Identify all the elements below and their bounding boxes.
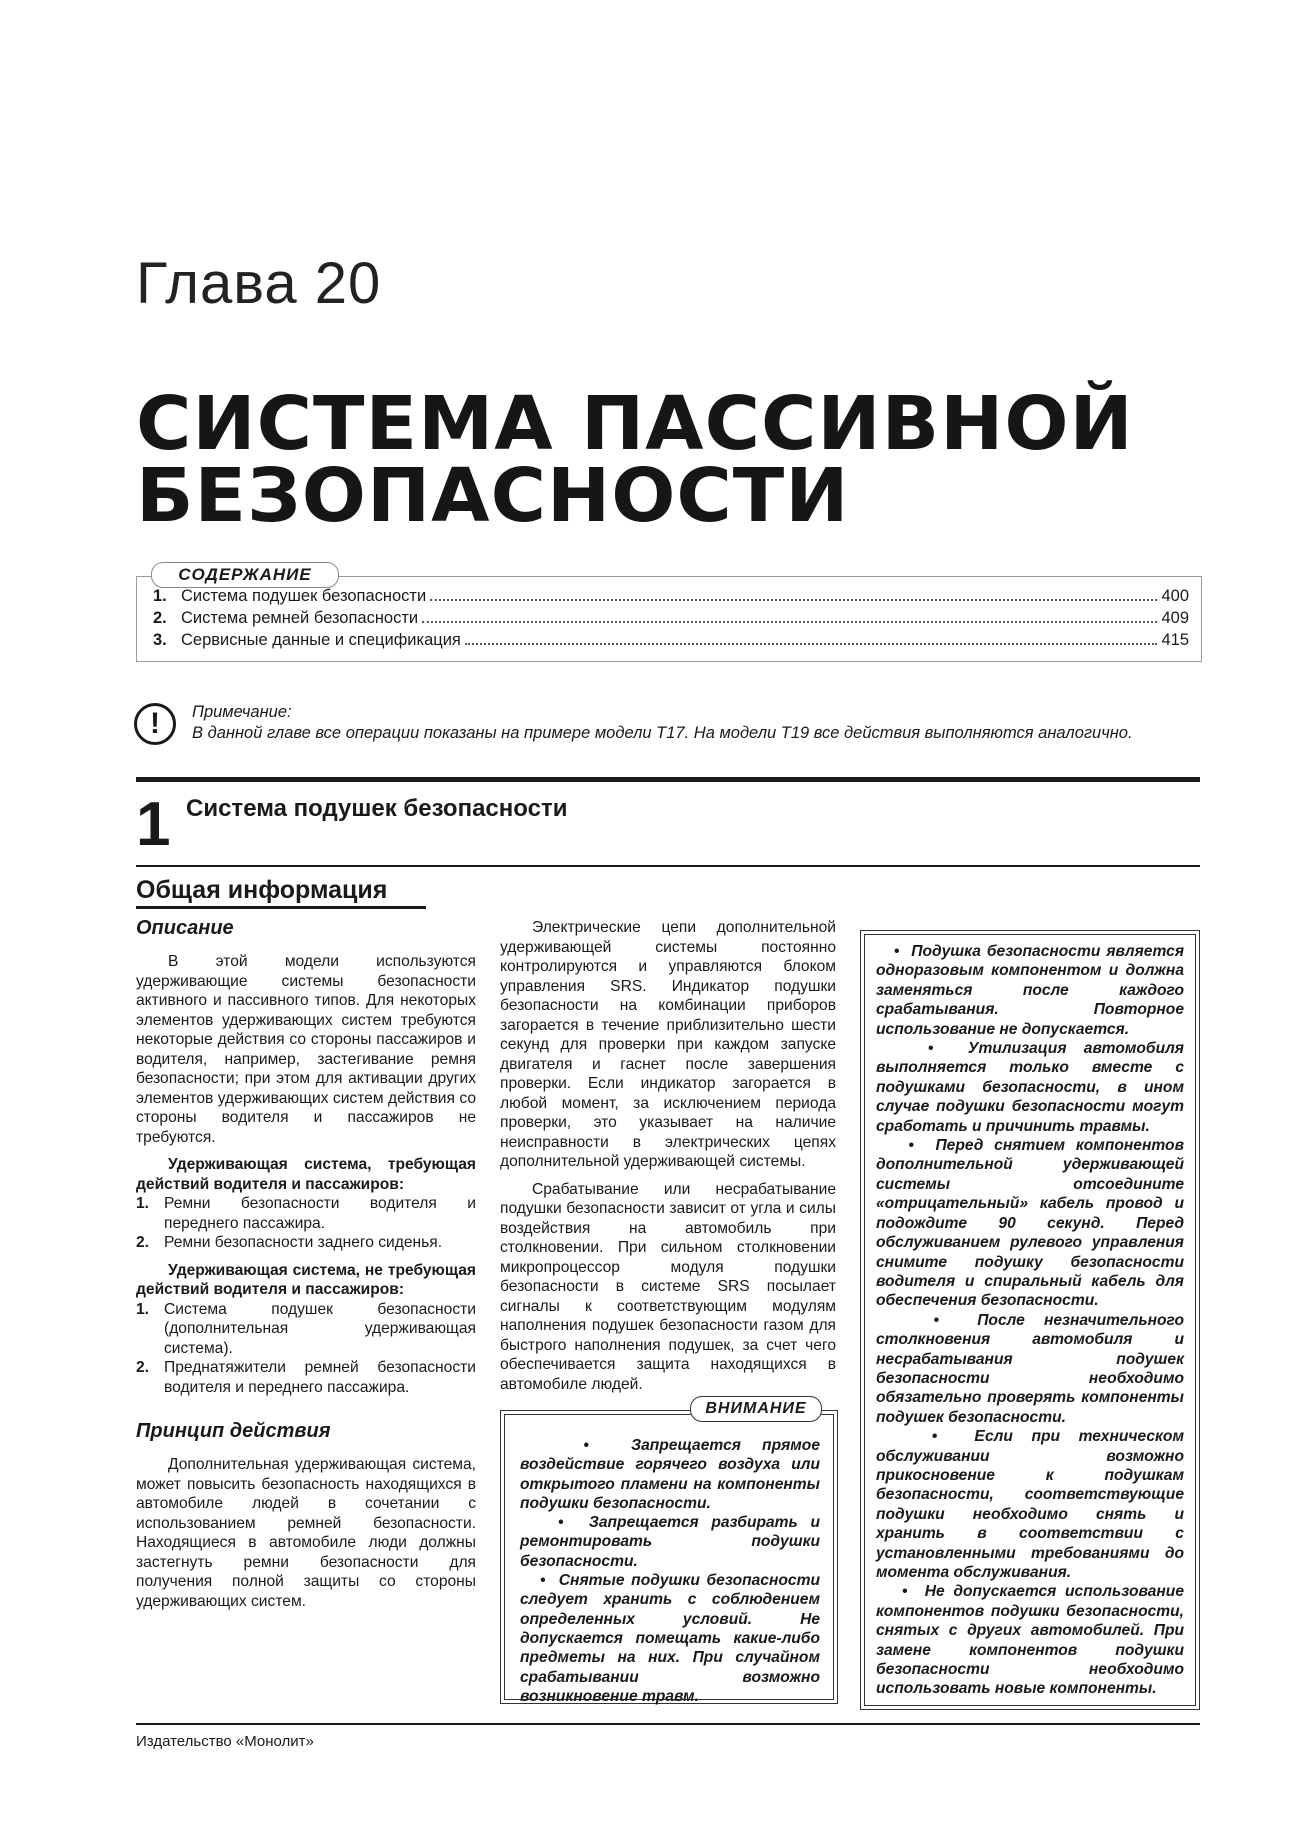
section-number: 1 [136,790,171,859]
main-title-line-1: СИСТЕМА ПАССИВНОЙ [136,381,1134,467]
main-title-line-2: БЕЗОПАСНОСТИ [136,453,850,539]
section-divider [136,777,1200,782]
toc-leader-dots [465,629,1158,645]
caution-item: • Утилизация автомобиля выполняется только вместе с подушками безопасности, в ином случае подушки безопасности могут сработать и причинить травмы. [876,1040,1184,1135]
section-title: Система подушек безопасности [186,795,568,822]
chapter-label: Глава 20 [136,251,382,316]
note-text: В данной главе все операции показаны на примере модели T17. На модели T19 все действия выполняются аналогично. [192,724,1133,742]
general-info-heading: Общая информация [136,876,388,904]
list-number: 1. [136,1195,150,1212]
list-number: 1. [136,1300,150,1318]
toc-item-number: 3. [153,631,167,649]
description-heading: Описание [136,917,234,939]
warning-item: • Запрещается прямое воздействие горячего воздуха или открытого пламени на компоненты подушки безопасности. [520,1437,821,1512]
table-of-contents [136,565,1202,662]
publisher-footer: Издательство «Монолит» [136,1733,314,1750]
caution-text [876,942,1184,1699]
list-text: Преднатяжители ремней безопасности водителя и переднего пассажира. [164,1359,476,1396]
warning-item-text: Запрещается разбирать и ремонтировать подушки безопасности. [520,1514,821,1570]
caution-item: • Если при техническом обслуживании возможно прикосновение к подушкам безопасности, соответствующие подушки необходимо снять и хранить в соответствии с установленными требованиями до момента обслуживания. [876,1428,1184,1581]
caution-item-text: После незначительного столкновения автомобиля и несрабатывания подушек безопасности необходимо обязательно проверять компоненты подушек безопасности. [876,1311,1184,1426]
caution-item: • После незначительного столкновения автомобиля и несрабатывания подушек безопасности необходимо обязательно проверять компоненты подушек безопасности. [876,1311,1184,1426]
list-item [136,1233,476,1253]
active-system-heading: Удерживающая система, требующая действий водителя и пассажиров: [136,1156,476,1193]
warning-label: ВНИМАНИЕ [690,1396,822,1422]
toc-item-page: 415 [1161,631,1189,649]
toc-item-number: 1. [153,587,167,605]
column-middle [500,918,836,1394]
srs-paragraph-2: Срабатывание или несрабатывание подушки безопасности зависит от угла и силы воздействия на автомобиль при столкновении. При сильном столкновении микропроцессор модуля подушки безопасности в системе SRS посылает сигналы к соответствующим модулям наполнения подушек безопасности газом для быстрого наполнения подушек, за счет чего обеспечивается защита находящихся в автомобиле людей. [500,1180,836,1393]
warning-item: • Снятые подушки безопасности следует хранить с соблюдением определенных условий. Не допускается помещать какие-либо предметы на них. При случайном срабатывании возможно возникновение травм. [520,1572,820,1705]
heading-underline [136,906,426,909]
passive-system-heading: Удерживающая система, не требующая действий водителя и пассажиров: [136,1261,476,1298]
caution-item-text: Не допускается использование компонентов подушки безопасности, снятых с других автомобилей. При замене компонентов подушки безопасности необходимо использовать новые компоненты. [876,1583,1184,1698]
description-paragraph: В этой модели используются удерживающие системы безопасности активного и пассивного типов. Для некоторых элементов удерживающих систем требуются некоторые действия со стороны пассажиров и водителя, например, застегивание ремня безопасности; при этом для активации других элементов удерживающих систем действия со стороны водителя и пассажиров не требуются. [136,953,476,1146]
warning-text [520,1436,820,1706]
warning-item-text: Снятые подушки безопасности следует хранить с соблюдением определенных условий. Не допускается помещать какие-либо предметы на них. При случайном срабатывании возможно возникновение травм. [520,1572,820,1705]
srs-paragraph-1: Электрические цепи дополнительной удерживающей системы постоянно контролируются и управляются блоком управления SRS. Индикатор подушки безопасности на комбинации приборов загорается в течение приблизительно шести секунд для проверки при каждом запуске двигателя и гаснет после завершения проверки. Если индикатор загорается в любой момент, за исключением периода проверки, это указывает на наличие неисправности в электрических цепях дополнительной удерживающей системы. [500,919,836,1170]
list-text: Система подушек безопасности (дополнительная удерживающая система). [164,1300,476,1357]
toc-item[interactable] [153,629,1189,651]
list-number: 2. [136,1359,150,1376]
exclamation-icon: ! [134,703,176,745]
principle-heading: Принцип действия [136,1420,331,1442]
main-title [136,381,1134,539]
caution-item-text: Перед снятием компонентов дополнительной удерживающей системы отсоедините «отрицательный» кабель провод и подождите 90 секунд. Перед обслуживанием рулевого управления снимите подушку безопасности водителя и спиральный кабель для обеспечения безопасности. [876,1137,1184,1310]
footer-divider [136,1723,1200,1725]
warning-item: • Запрещается разбирать и ремонтировать подушки безопасности. [520,1514,821,1570]
list-text: Ремни безопасности заднего сиденья. [164,1234,443,1251]
toc-item-text: Система подушек безопасности [181,587,427,605]
column-left [136,916,476,1611]
toc-item-text: Сервисные данные и спецификация [181,631,461,649]
toc-leader-dots [430,585,1157,601]
list-item [136,1358,476,1397]
list-text: Ремни безопасности водителя и переднего пассажира. [164,1195,476,1232]
toc-item[interactable] [153,607,1189,629]
caution-item: • Не допускается использование компонентов подушки безопасности, снятых с других автомобилей. При замене компонентов подушки безопасности необходимо использовать новые компоненты. [876,1583,1184,1698]
toc-leader-dots [422,607,1157,623]
toc-item[interactable] [153,585,1189,607]
principle-paragraph: Дополнительная удерживающая система, может повысить безопасность находящихся в автомобиле людей в сочетании с использованием ремней безопасности. Находящиеся в автомобиле люди должны застегнуть ремни безопасности для получения полной защиты со стороны удерживающих систем. [136,1456,476,1610]
caution-item-text: Если при техническом обслуживании возможно прикосновение к подушкам безопасности, соответствующие подушки необходимо снять и хранить в соответствии с установленными требованиями до момента обслуживания. [876,1428,1184,1581]
warning-item-text: Запрещается прямое воздействие горячего воздуха или открытого пламени на компоненты подушки безопасности. [520,1437,821,1512]
toc-item-page: 409 [1161,609,1189,627]
list-item [136,1300,476,1359]
section-divider-thin [136,865,1200,867]
caution-item: • Перед снятием компонентов дополнительной удерживающей системы отсоедините «отрицательный» кабель провод и подождите 90 секунд. Перед обслуживанием рулевого управления снимите подушку безопасности водителя и спиральный кабель для обеспечения безопасности. [876,1137,1184,1310]
caution-item: • Подушка безопасности является одноразовым компонентом и должна заменяться после каждого срабатывания. Повторное использование не допускается. [876,943,1184,1038]
note-title: Примечание: [192,703,292,721]
toc-label: СОДЕРЖАНИЕ [151,562,339,588]
caution-item-text: Утилизация автомобиля выполняется только вместе с подушками безопасности, в ином случае подушки безопасности могут сработать и причинить травмы. [876,1040,1184,1135]
caution-item-text: Подушка безопасности является одноразовым компонентом и должна заменяться после каждого срабатывания. Повторное использование не допускается. [876,943,1184,1038]
toc-item-number: 2. [153,609,167,627]
list-item [136,1194,476,1233]
toc-item-text: Система ремней безопасности [181,609,419,627]
list-number: 2. [136,1234,150,1251]
toc-item-page: 400 [1161,587,1189,605]
